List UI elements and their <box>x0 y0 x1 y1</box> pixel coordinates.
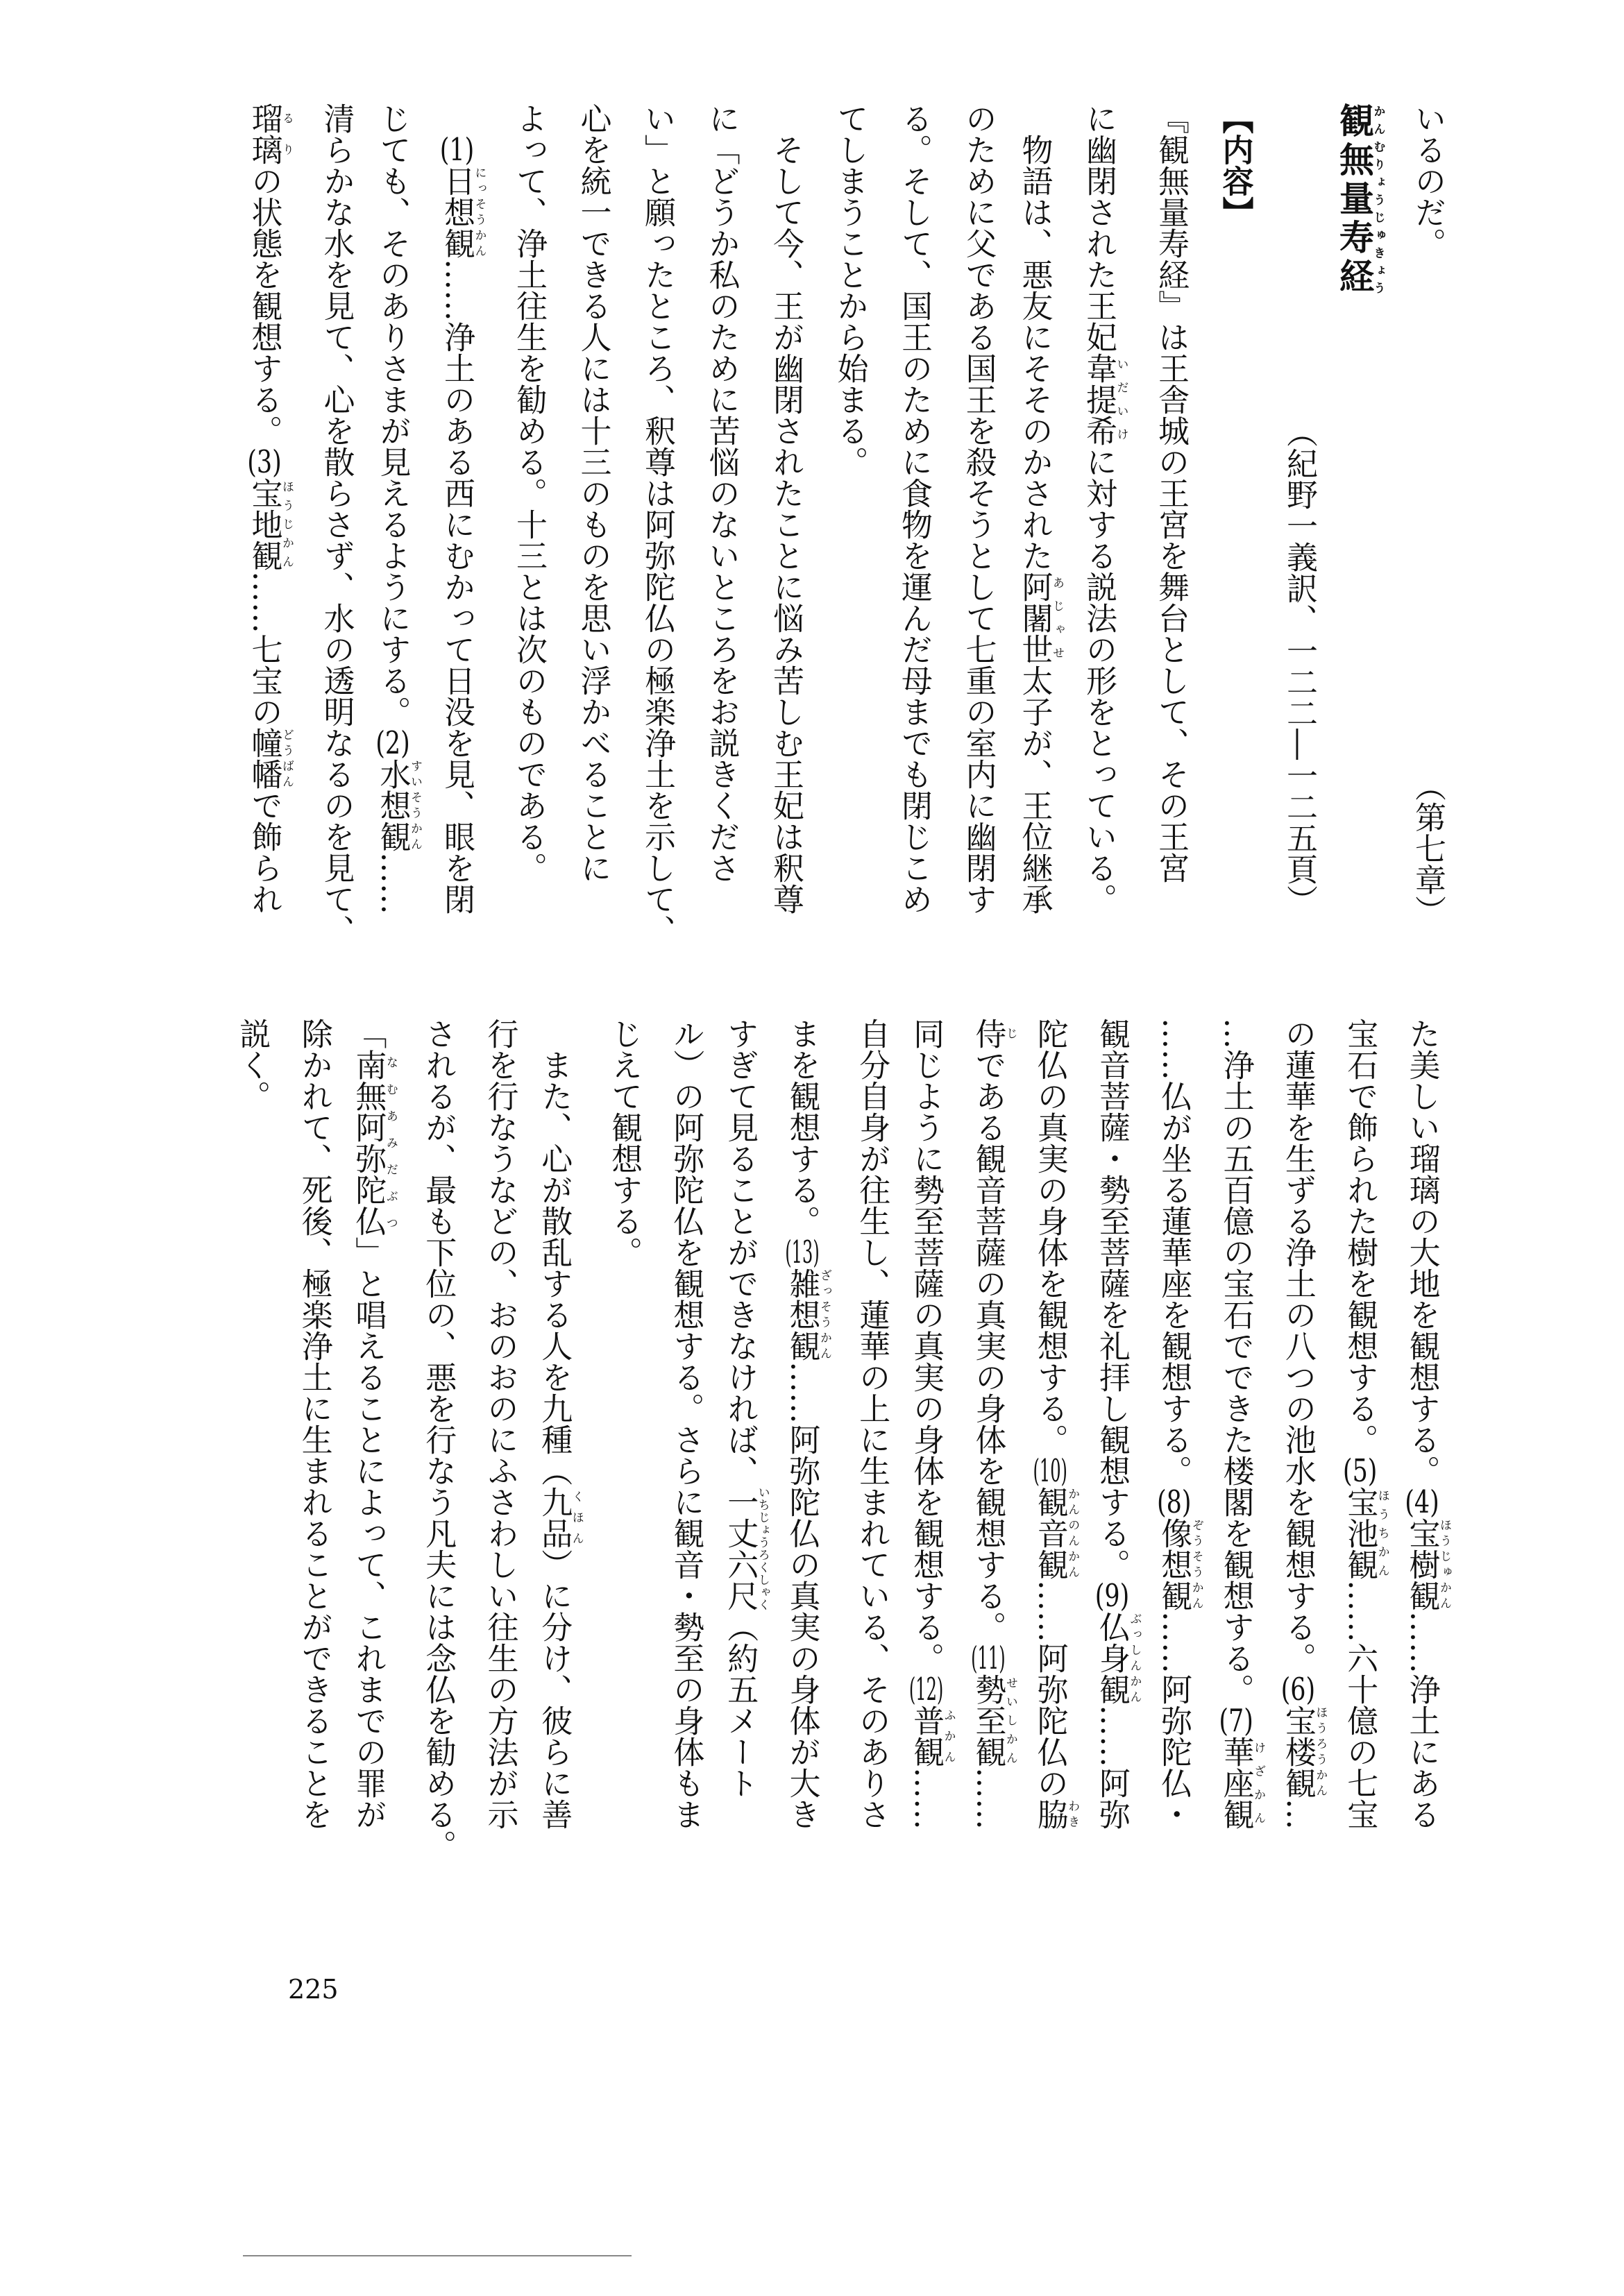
text-run: 自分自身が往生し、蓮華の上に生まれている、そのありさ <box>854 1018 891 1830</box>
ruby-base: 日想観 <box>439 165 475 259</box>
text-column <box>970 1018 1017 1830</box>
ruby-base: 韋提希 <box>1081 352 1117 446</box>
ruby-base: 南無阿弥陀仏 <box>350 1049 387 1236</box>
text-column <box>1094 1018 1142 1830</box>
ruby-word <box>246 727 294 790</box>
furigana: なむあみだぶつ <box>383 1049 398 1236</box>
sutra-title <box>1334 103 1385 297</box>
text-run: のために父である国王を殺そうとして七重の室内に幽閉す <box>960 103 997 915</box>
ruby-word <box>1156 1517 1203 1611</box>
text-column <box>350 1018 398 1830</box>
text-column <box>636 103 678 946</box>
ruby-word <box>908 1705 956 1767</box>
text-run: ）に分け、彼らに善 <box>536 1549 573 1830</box>
text-column <box>231 1018 273 1112</box>
furigana: じ <box>1003 1018 1017 1049</box>
ruby-base: 勢至観 <box>970 1674 1007 1767</box>
furigana: にっそうかん <box>472 165 487 259</box>
furigana: どうばん <box>280 727 294 790</box>
text-column <box>1016 103 1064 915</box>
ruby-word <box>1342 1486 1389 1580</box>
ruby-word <box>439 165 487 259</box>
text-run: 物語は、悪友にそそのかされた <box>1016 134 1054 571</box>
furigana: るり <box>280 103 294 165</box>
text-column <box>1403 1018 1451 1830</box>
text-run: じえて観想する。 <box>606 1018 643 1268</box>
text-run: に対する説法の形をとっている。 <box>1081 446 1117 915</box>
text-run: まを観想する。 <box>784 1018 821 1236</box>
ruby-base: 宝地観 <box>246 477 283 571</box>
ruby-base: 宝樹観 <box>1403 1517 1441 1611</box>
text-column <box>908 1018 956 1830</box>
ruby-base: 瑠璃 <box>246 103 283 165</box>
text-run: …… <box>908 1767 945 1830</box>
text-column <box>784 1018 831 1830</box>
item-number: (10) <box>1033 1455 1067 1486</box>
text-run: 行を行なうなどの、おのおのにふさわしい往生の方法が示 <box>482 1018 519 1830</box>
text-run: ……浄土のある西にむかって日没を見、眼を閉 <box>439 259 475 915</box>
furigana: いだいけ <box>1114 352 1128 446</box>
text-column <box>1342 1018 1389 1830</box>
item-number: (8) <box>1157 1486 1192 1517</box>
text-run: じても、そのありさまが見えるようにする。 <box>374 103 412 727</box>
text-run: ……阿弥陀仏・ <box>1156 1611 1193 1830</box>
text-column <box>246 103 294 915</box>
item-number: (11) <box>971 1642 1006 1674</box>
ruby-word <box>246 477 294 571</box>
item-number: (13) <box>785 1236 820 1268</box>
text-run: 宝石で飾られた樹を観想する。 <box>1342 1018 1379 1455</box>
item-number: (6) <box>1280 1674 1316 1705</box>
text-run: の蓮華を生ずる浄土の八つの池水を観想する。 <box>1279 1018 1317 1674</box>
text-run: また、心が散乱する人を九種（ <box>536 1049 573 1486</box>
chapter-label: （第七章） <box>1410 770 1446 926</box>
furigana: ぶっしんかん <box>1127 1611 1142 1705</box>
furigana: ほうろうかん <box>1313 1705 1328 1798</box>
text-run: る。そして、国王のために食物を運んだ母までも閉じこめ <box>896 103 933 915</box>
ruby-base: 宝池観 <box>1342 1486 1379 1580</box>
ruby-base: 観音観 <box>1031 1486 1069 1580</box>
ruby-base: 仏身観 <box>1094 1611 1131 1705</box>
ruby-base: 雑想観 <box>784 1268 821 1361</box>
ruby-base: 水想観 <box>374 758 412 852</box>
furigana: ほうちかん <box>1375 1486 1389 1580</box>
ruby-base: 脇 <box>1031 1798 1069 1830</box>
text-column <box>665 1018 707 1830</box>
text-run: に「どうか私のために苦悩のないところをお説きくださ <box>703 103 741 883</box>
text-run: てしまうことから始まる。 <box>831 103 869 477</box>
text-column <box>316 103 357 946</box>
furigana: せいしかん <box>1003 1674 1017 1767</box>
text-run: …… <box>970 1767 1007 1830</box>
text-column <box>1156 1018 1203 1830</box>
text-run: 太子が、王位継承 <box>1016 665 1054 915</box>
text-run: で飾られ <box>246 790 283 915</box>
text-run: （約五メート <box>722 1611 759 1798</box>
furigana: ふかん <box>941 1705 956 1767</box>
text-run: た美しい瑠璃の大地を観想する。 <box>1403 1018 1441 1486</box>
ruby-base: 観無量寿経 <box>1334 103 1375 297</box>
ruby-base: 一丈六尺 <box>722 1486 759 1611</box>
furigana: わき <box>1065 1798 1080 1830</box>
ruby-word <box>1403 1517 1451 1611</box>
text-run: ……阿弥 <box>1094 1705 1131 1830</box>
text-run: すぎて見ることができなければ、 <box>722 1018 759 1486</box>
text-column <box>1217 1018 1266 1830</box>
furigana: くほん <box>569 1486 584 1549</box>
furigana: かんむりょうじゅきょう <box>1371 103 1385 297</box>
bottom-rule <box>243 2255 632 2256</box>
text-run: 」と唱えることによって、これまでの罪が <box>350 1236 387 1830</box>
item-number: (1) <box>439 134 475 165</box>
text-run: 「 <box>350 1018 387 1049</box>
item-number: (4) <box>1405 1486 1439 1517</box>
ruby-word <box>970 1674 1017 1767</box>
ruby-word <box>1016 571 1064 665</box>
page-number: 225 <box>288 1974 339 2005</box>
ruby-word <box>536 1486 584 1549</box>
text-column <box>573 103 614 883</box>
ruby-word <box>1031 1486 1080 1580</box>
text-column <box>958 103 999 915</box>
text-run: ル）の阿弥陀仏を観想する。さらに観音・勢至の身体もま <box>668 1018 705 1830</box>
ruby-word <box>1334 103 1385 297</box>
furigana: ざっそうかん <box>818 1268 831 1361</box>
ruby-base: 華座観 <box>1217 1736 1255 1830</box>
item-number: (12) <box>908 1674 944 1705</box>
ruby-base: 侍 <box>970 1018 1007 1049</box>
text-run: 説く。 <box>234 1018 271 1112</box>
text-column <box>1031 1018 1080 1830</box>
text-column <box>294 1018 335 1830</box>
furigana: いちじょうろくしゃく <box>755 1486 770 1611</box>
text-run: 同じように勢至菩薩の真実の身体を観想する。 <box>908 1018 945 1674</box>
text-column <box>439 103 487 915</box>
section-heading <box>1215 103 1256 228</box>
text-run: そして今、王が幽閉されたことに悩み苦しむ王妃は釈尊 <box>768 134 804 915</box>
furigana: あじゃせ <box>1050 571 1064 665</box>
text-run: 陀仏の真実の身体を観想する。 <box>1031 1018 1069 1455</box>
text-column <box>1407 103 1448 259</box>
furigana: ほうじかん <box>280 477 294 571</box>
text-run: い」と願ったところ、釈尊は阿弥陀仏の極楽浄土を示して、 <box>639 103 676 946</box>
ruby-base: 阿闍世 <box>1016 571 1054 665</box>
text-run: ……浄土にある <box>1403 1611 1441 1830</box>
text-run: 『観無量寿経』は王舎城の王宮を舞台として、その王宮 <box>1153 103 1190 883</box>
ruby-base: 幢幡 <box>246 727 283 790</box>
text-run: 【内容】 <box>1217 103 1254 228</box>
text-column <box>701 103 743 883</box>
ruby-word <box>246 103 294 165</box>
text-run: に幽閉された王妃 <box>1081 103 1117 352</box>
text-run: ……七宝の <box>246 571 283 727</box>
furigana: すいそうかん <box>408 758 422 852</box>
text-column <box>374 103 422 915</box>
text-run: 除かれて、死後、極楽浄土に生まれることができることを <box>296 1018 333 1830</box>
ruby-base: 像想観 <box>1156 1517 1193 1611</box>
text-column <box>765 103 806 915</box>
text-run: …浄土の五百億の宝石でできた楼閣を観想する。 <box>1217 1018 1255 1705</box>
text-run: … <box>1279 1798 1317 1830</box>
text-run: ……阿弥陀仏の <box>1031 1580 1069 1798</box>
text-run: 心を統一できる人には十三のものを思い浮かべることに <box>575 103 612 883</box>
ruby-base: 宝楼観 <box>1279 1705 1317 1798</box>
text-column <box>536 1018 584 1830</box>
item-number: (5) <box>1342 1455 1378 1486</box>
text-column <box>722 1018 770 1798</box>
furigana: ぞうそうかん <box>1189 1517 1203 1611</box>
ruby-word <box>350 1049 398 1236</box>
furigana: けざかん <box>1251 1736 1266 1830</box>
text-run: の状態を観想する。 <box>246 165 283 446</box>
text-column <box>603 1018 645 1268</box>
text-run: ……六十億の七宝 <box>1342 1580 1379 1830</box>
text-column <box>480 1018 521 1830</box>
ruby-word <box>970 1018 1017 1049</box>
ruby-base: 普観 <box>908 1705 945 1767</box>
text-column <box>508 103 550 883</box>
ruby-word <box>784 1268 831 1361</box>
ruby-word <box>1094 1611 1142 1705</box>
ruby-word <box>1081 352 1128 446</box>
text-column <box>1081 103 1128 915</box>
item-number: (3) <box>247 446 282 477</box>
text-run: よって、浄土往生を勧める。十三とは次のものである。 <box>511 103 548 883</box>
item-number: (2) <box>375 727 410 758</box>
ruby-word <box>1279 1705 1328 1798</box>
ruby-word <box>722 1486 770 1611</box>
text-run: ……仏が坐る蓮華座を観想する。 <box>1156 1018 1193 1486</box>
ruby-base: 九品 <box>536 1486 573 1549</box>
text-run: …… <box>374 852 412 915</box>
text-column <box>829 103 871 477</box>
item-number: (9) <box>1094 1580 1130 1611</box>
text-column <box>851 1018 893 1830</box>
furigana: かんのんかん <box>1065 1486 1080 1580</box>
furigana: ほうじゅかん <box>1437 1517 1451 1611</box>
ruby-word <box>1031 1798 1080 1830</box>
text-column <box>417 1018 459 1861</box>
text-run: いるのだ。 <box>1410 103 1446 259</box>
text-column <box>1150 103 1192 883</box>
ruby-word <box>1217 1736 1266 1830</box>
text-column <box>1279 1018 1328 1830</box>
translation-note <box>1278 416 1320 916</box>
text-run: （紀野一義訳、一二二―一二五頁） <box>1281 416 1318 916</box>
text-run: ……阿弥陀仏の真実の身体が大き <box>784 1361 821 1830</box>
text-run: されるが、最も下位の、悪を行なう凡夫には念仏を勧める。 <box>420 1018 457 1861</box>
text-run: 清らかな水を見て、心を散らさず、水の透明なるのを見て、 <box>318 103 355 946</box>
text-run: である観音菩薩の真実の身体を観想する。 <box>970 1049 1007 1642</box>
text-column <box>893 103 935 915</box>
item-number: (7) <box>1219 1705 1253 1736</box>
text-run: 観音菩薩・勢至菩薩を礼拝し観想する。 <box>1094 1018 1131 1580</box>
ruby-word <box>374 758 422 852</box>
